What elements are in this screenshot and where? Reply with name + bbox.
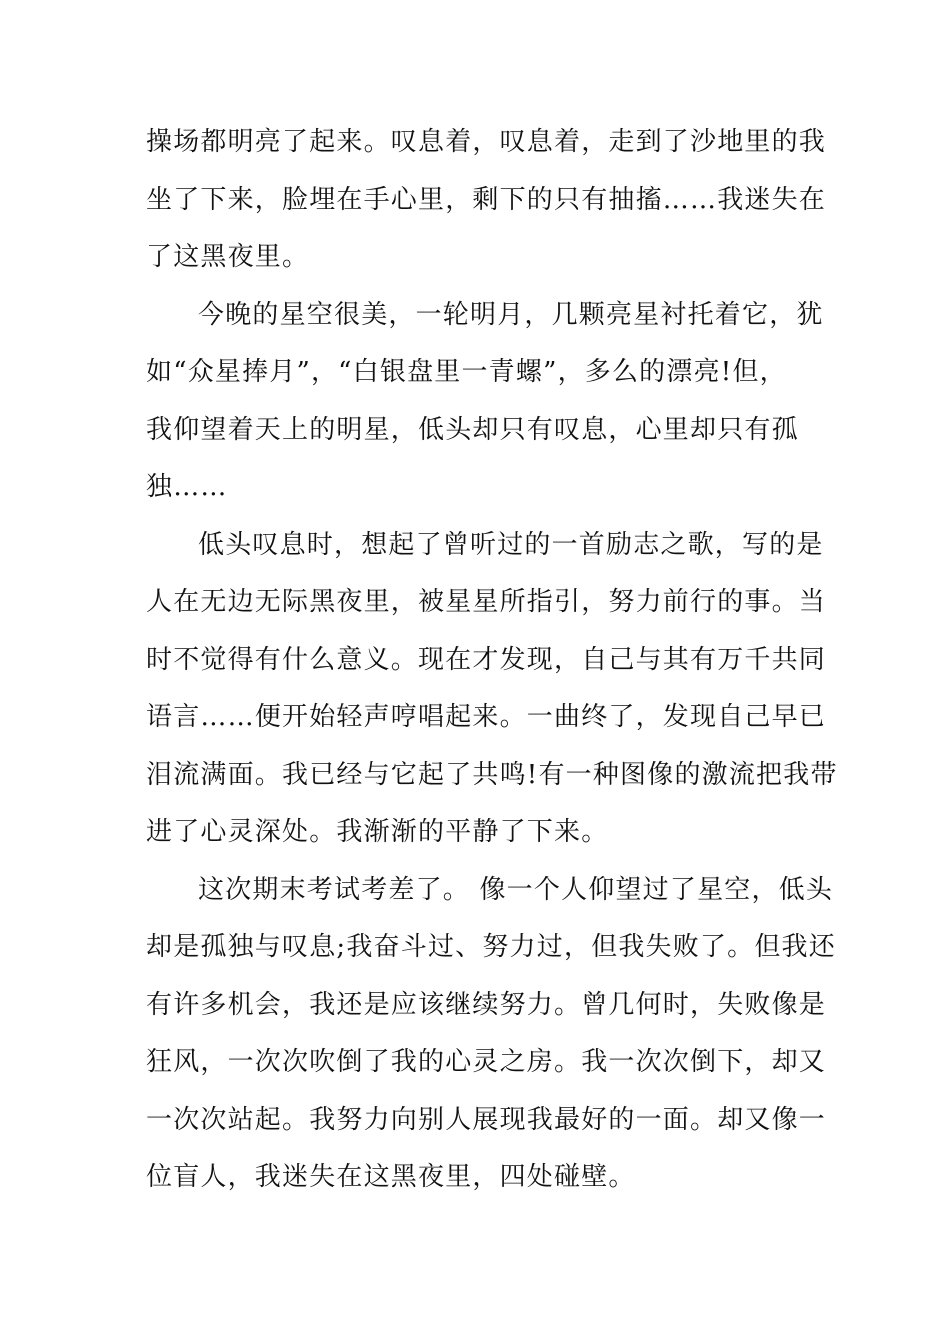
text-line: 今晚的星空很美，一轮明月，几颗亮星衬托着它，犹 xyxy=(198,299,824,330)
text-line: 语言……便开始轻声哼唱起来。一曲终了，发现自己早已 xyxy=(146,702,827,732)
text-line: 我仰望着天上的明星，低头却只有叹息，心里却只有孤 xyxy=(146,414,799,445)
text-line: 时不觉得有什么意义。现在才发现，自己与其有万千共同 xyxy=(146,644,827,675)
text-line: 进了心灵深处。我渐渐的平静了下来。 xyxy=(146,817,609,847)
paragraph xyxy=(146,862,836,1207)
text-line: 却是孤独与叹息;我奋斗过、努力过，但我失败了。但我还 xyxy=(146,932,836,962)
text-line: 一次次站起。我努力向别人展现我最好的一面。却又像一 xyxy=(146,1104,827,1135)
paragraph xyxy=(146,517,838,862)
text-line: 泪流满面。我已经与它起了共鸣!有一种图像的激流把我带 xyxy=(146,759,838,790)
text-line: 狂风，一次次吹倒了我的心灵之房。我一次次倒下，却又 xyxy=(146,1047,827,1077)
text-line: 了这黑夜里。 xyxy=(146,242,310,272)
text-line: 低头叹息时，想起了曾听过的一首励志之歌，写的是 xyxy=(198,529,824,560)
text-line: 独…… xyxy=(146,472,228,502)
text-line: 操场都明亮了起来。叹息着，叹息着，走到了沙地里的我 xyxy=(146,127,827,157)
text-line: 坐了下来，脸埋在手心里，剩下的只有抽搐……我迷失在 xyxy=(146,184,827,215)
paragraph xyxy=(146,287,824,517)
text-line: 如“众星捧月”，“白银盘里一青螺”，多么的漂亮!但， xyxy=(146,357,787,387)
text-line: 有许多机会，我还是应该继续努力。曾几何时，失败像是 xyxy=(146,989,827,1020)
text-line: 人在无边无际黑夜里，被星星所指引，努力前行的事。当 xyxy=(146,587,827,617)
document-body xyxy=(146,114,838,1207)
text-line: 这次期末考试考差了。 像一个人仰望过了星空，低头 xyxy=(198,874,834,905)
paragraph xyxy=(146,114,827,287)
text-line: 位盲人，我迷失在这黑夜里，四处碰壁。 xyxy=(146,1162,636,1192)
